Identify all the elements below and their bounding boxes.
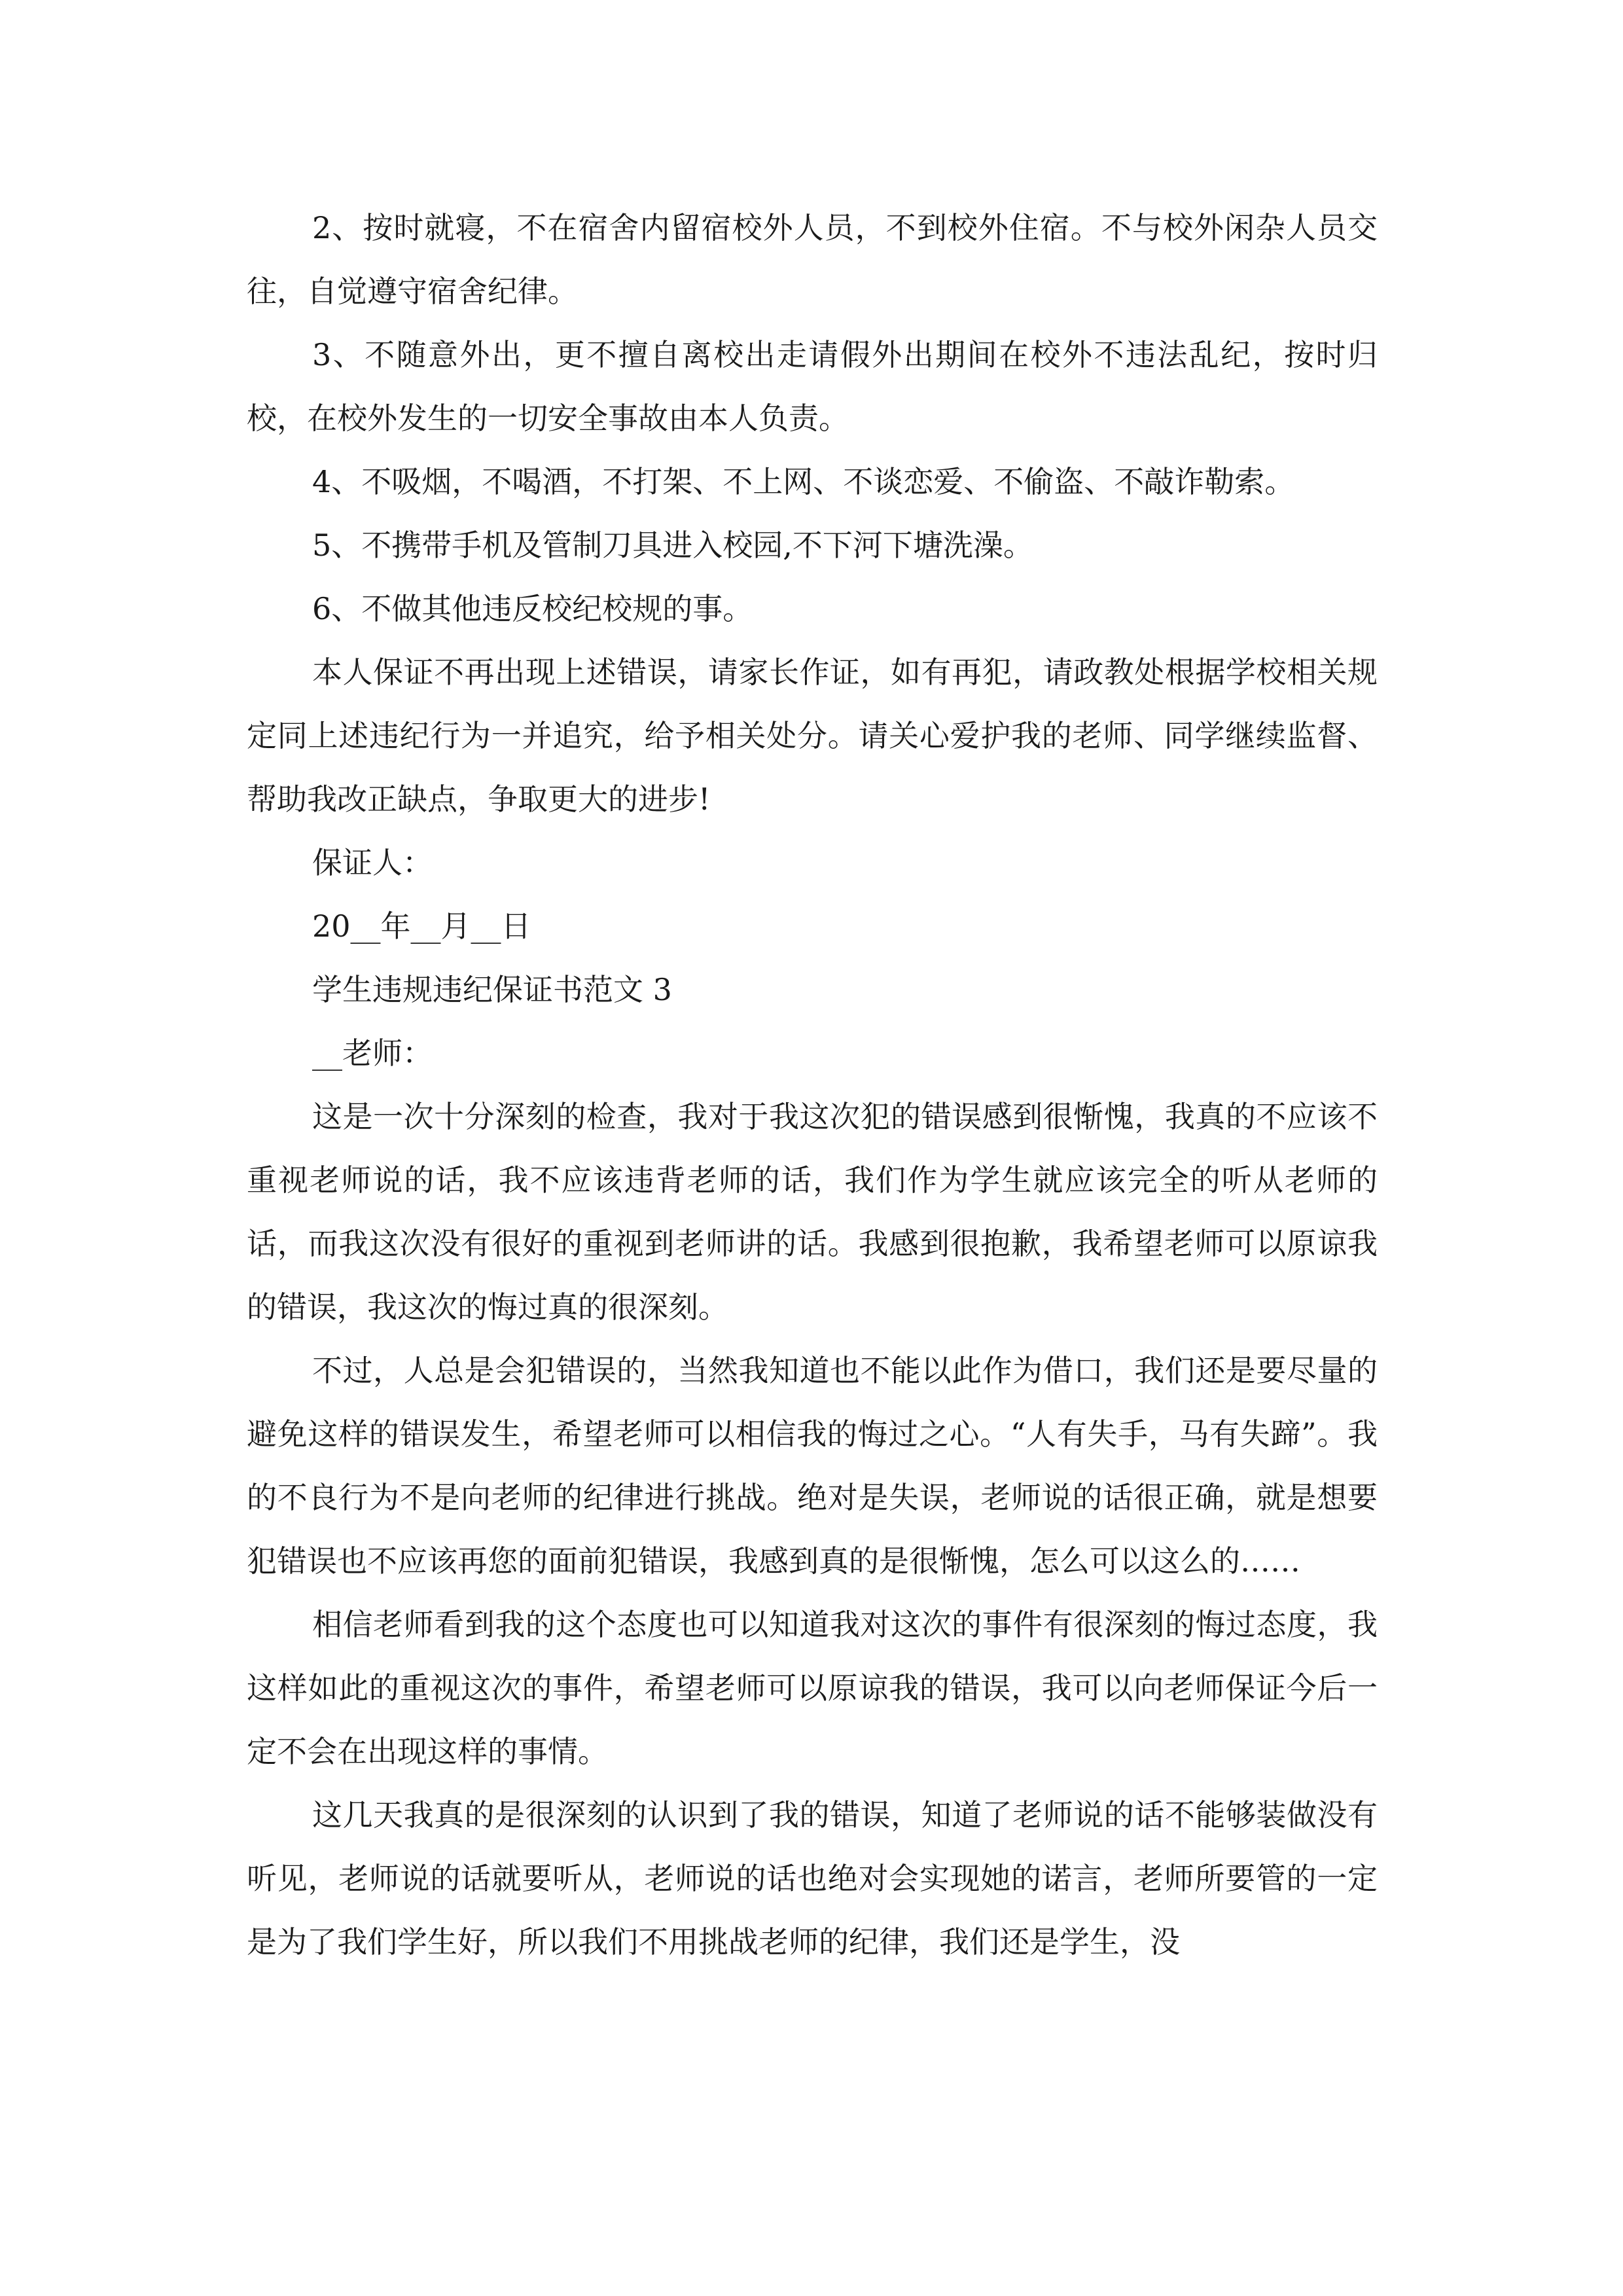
rule-item-5: 5、不携带手机及管制刀具进入校园,不下河下塘洗澡。 xyxy=(312,528,1033,563)
rule-item-4: 4、不吸烟，不喝酒，不打架、不上网、不谈恋爱、不偷盗、不敲诈勒索。 xyxy=(312,464,1295,499)
body-paragraph-1: 这是一次十分深刻的检查，我对于我这次犯的错误感到很惭愧，我真的不应该不重视老师说的话，我不应该违背老师的话，我们作为学生就应该完全的听从老师的话，而我这次没有很好的重视到老师讲的话。我感到很抱歉，我希望老师可以原谅我的错误，我这次的悔过真的很深刻。 xyxy=(247,1099,1378,1325)
body-paragraph-3: 相信老师看到我的这个态度也可以知道我对这次的事件有很深刻的悔过态度，我这样如此的重视这次的事件，希望老师可以原谅我的错误，我可以向老师保证今后一定不会在出现这样的事情。 xyxy=(247,1607,1378,1769)
date-line: 20__年__月__日 xyxy=(312,908,531,944)
rule-item-2: 2、按时就寝，不在宿舍内留宿校外人员，不到校外住宿。不与校外闲杂人员交往，自觉遵守宿舍纪律。 xyxy=(247,210,1378,309)
pledge-paragraph: 本人保证不再出现上述错误，请家长作证，如有再犯，请政教处根据学校相关规定同上述违纪行为一并追究，给予相关处分。请关心爱护我的老师、同学继续监督、帮助我改正缺点，争取更大的进步! xyxy=(247,655,1378,817)
body-paragraph-4: 这几天我真的是很深刻的认识到了我的错误，知道了老师说的话不能够装做没有听见，老师说的话就要听从，老师说的话也绝对会实现她的诺言，老师所要管的一定是为了我们学生好，所以我们不用挑战老师的纪律，我们还是学生，没 xyxy=(247,1797,1378,1960)
document-page xyxy=(247,196,1378,1974)
rule-item-6: 6、不做其他违反校纪校规的事。 xyxy=(312,591,753,626)
salutation: __老师： xyxy=(312,1035,433,1071)
rule-item-3: 3、不随意外出，更不擅自离校出走请假外出期间在校外不违法乱纪，按时归校，在校外发生的一切安全事故由本人负责。 xyxy=(247,337,1378,436)
guarantor-label: 保证人： xyxy=(312,845,433,880)
body-paragraph-2: 不过，人总是会犯错误的，当然我知道也不能以此作为借口，我们还是要尽量的避免这样的错误发生，希望老师可以相信我的悔过之心。“人有失手，马有失蹄”。我的不良行为不是向老师的纪律进行挑战。绝对是失误，老师说的话很正确，就是想要犯错误也不应该再您的面前犯错误，我感到真的是很惭愧，怎么可以这么的…… xyxy=(247,1353,1378,1579)
section-title: 学生违规违纪保证书范文 3 xyxy=(312,972,672,1007)
